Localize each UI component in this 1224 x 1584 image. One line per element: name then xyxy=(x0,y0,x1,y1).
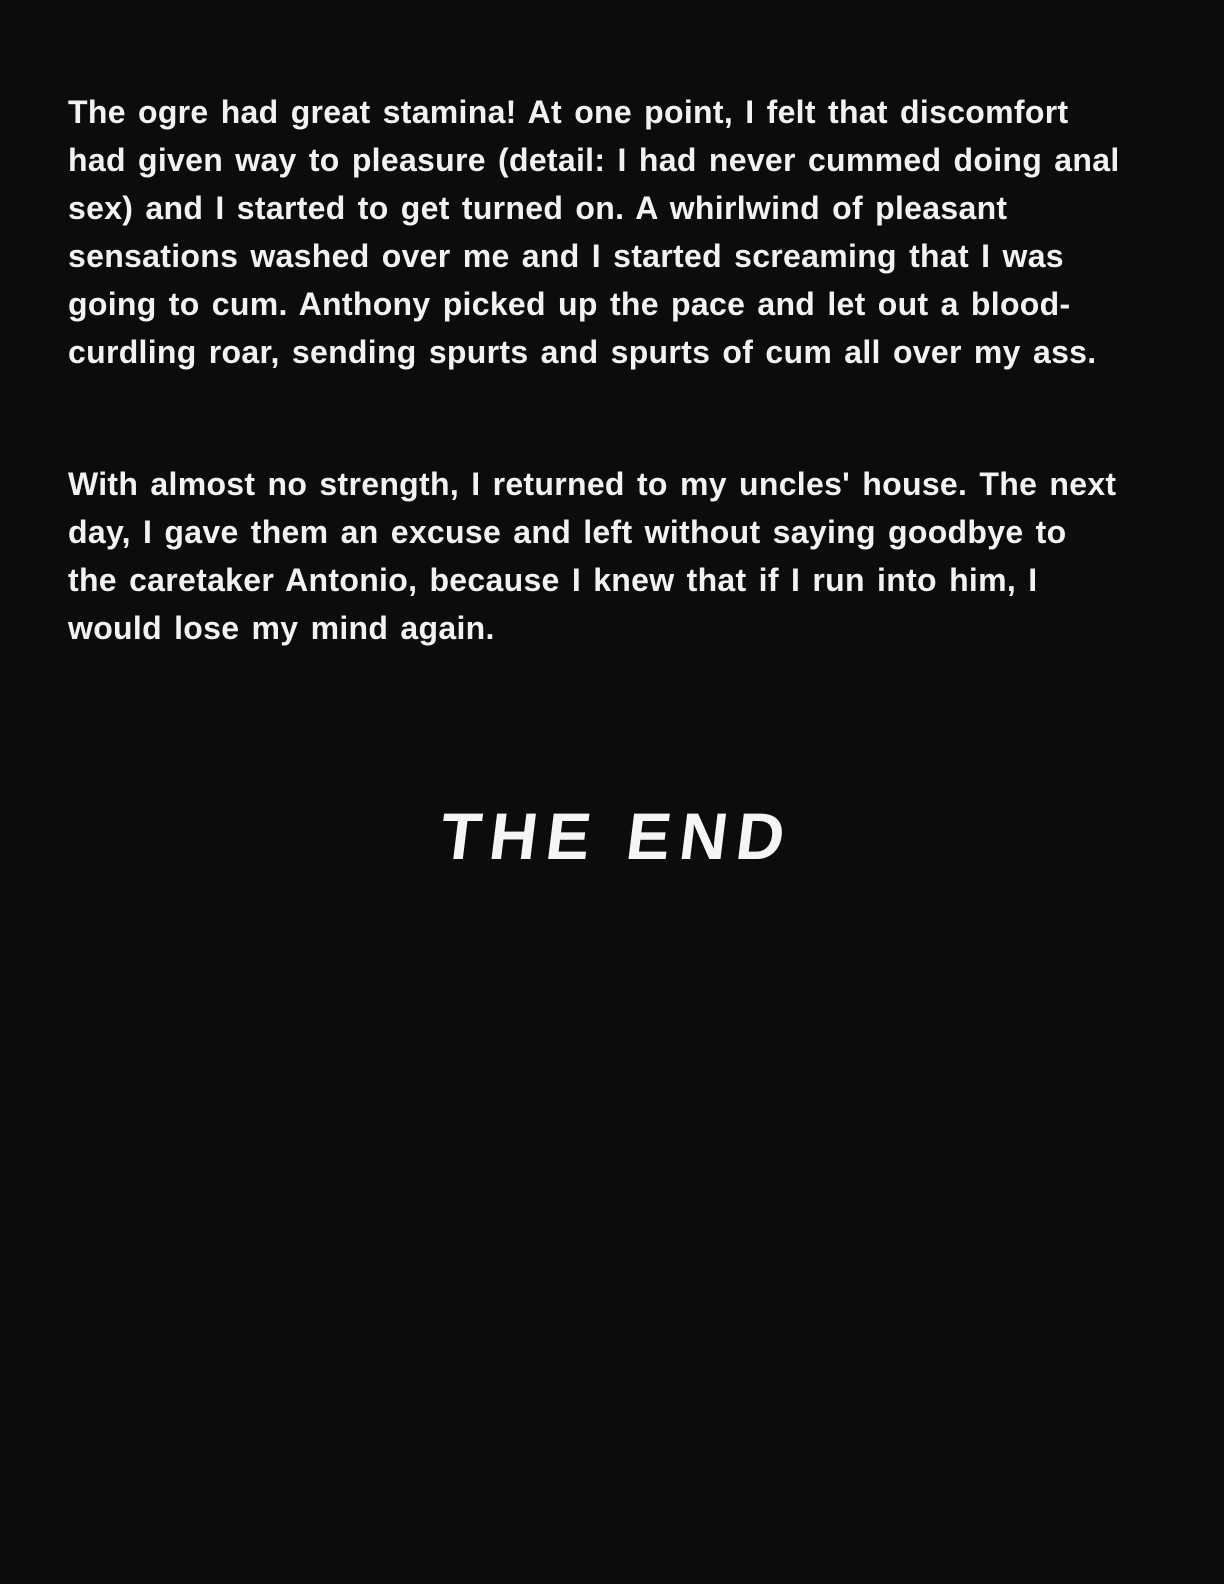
story-line: curdling roar, sending spurts and spurts of cum all over my ass. xyxy=(68,334,1097,370)
story-line: With almost no strength, I returned to my uncles' house. The next xyxy=(68,466,1117,502)
story-paragraph-2 xyxy=(68,460,1166,652)
story-line: sex) and I started to get turned on. A whirlwind of pleasant xyxy=(68,190,1008,226)
story-line: The ogre had great stamina! At one point, I felt that discomfort xyxy=(68,94,1069,130)
story-line: the caretaker Antonio, because I knew that if I run into him, I xyxy=(68,562,1038,598)
story-text-block xyxy=(68,88,1166,874)
story-line: had given way to pleasure (detail: I had never cummed doing anal xyxy=(68,142,1120,178)
story-line: would lose my mind again. xyxy=(68,610,495,646)
story-paragraph-1 xyxy=(68,88,1166,376)
story-line: day, I gave them an excuse and left without saying goodbye to xyxy=(68,514,1067,550)
end-title: THE END xyxy=(436,799,798,873)
story-line: going to cum. Anthony picked up the pace and let out a blood- xyxy=(68,286,1071,322)
story-line: sensations washed over me and I started screaming that I was xyxy=(68,238,1064,274)
